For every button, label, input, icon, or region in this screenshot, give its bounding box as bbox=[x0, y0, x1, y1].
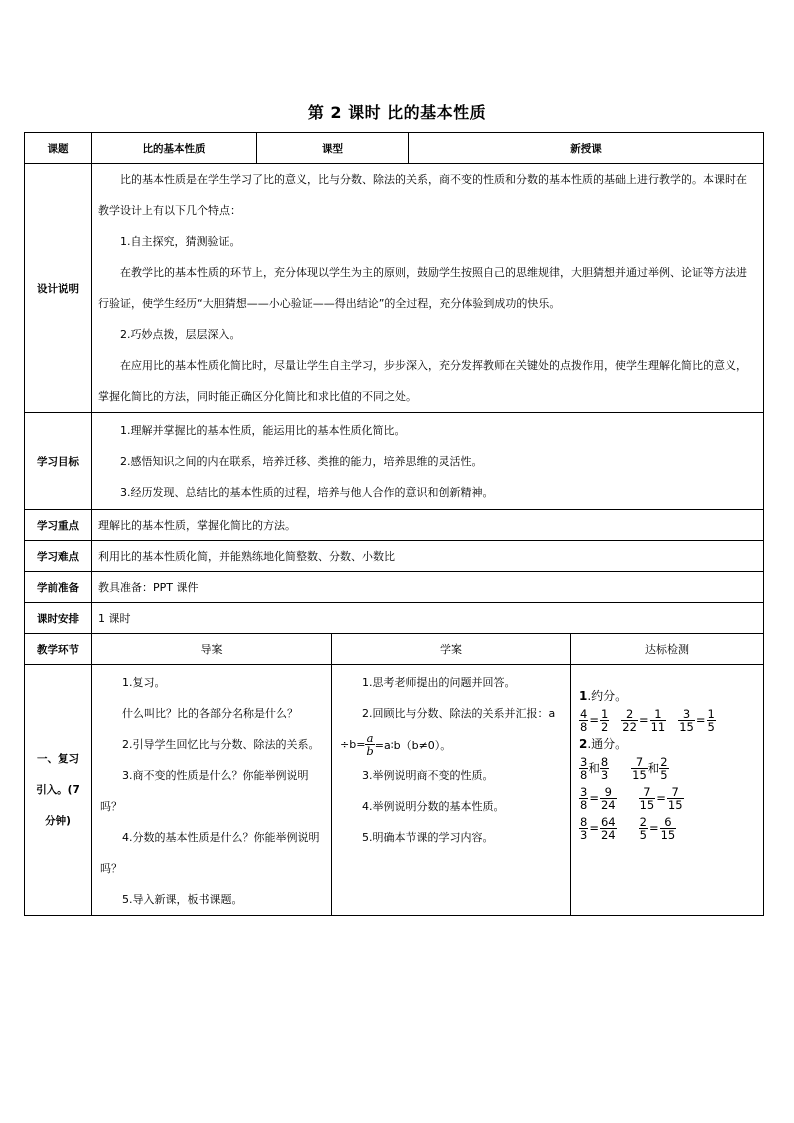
fraction: $\frac{7}{15}$ bbox=[632, 754, 647, 782]
eq-fraction-den: b bbox=[366, 744, 374, 758]
key-row bbox=[25, 510, 764, 541]
goal-item: 2.感悟知识之间的内在联系，培养迁移、类推的能力，培养思维的灵活性。 bbox=[120, 454, 483, 468]
design-content bbox=[92, 164, 764, 413]
fraction: $\frac{8}{3}$ bbox=[580, 814, 588, 842]
label-design: 设计说明 bbox=[25, 164, 92, 413]
guide-item: 5.导入新课，板书课题。 bbox=[122, 893, 243, 906]
fraction: $\frac{2}{5}$ bbox=[639, 814, 647, 842]
result-row: $\frac{3}{8}$ = $\frac{9}{24}$ $\frac{7}{15}$ = $\frac{7}{15}$ bbox=[580, 784, 683, 812]
design-paragraph: 1.自主探究，猜测验证。 bbox=[120, 235, 241, 248]
label-schedule: 课时安排 bbox=[25, 603, 92, 634]
fraction: $\frac{8}{3}$ bbox=[600, 754, 609, 782]
eq-left: ÷b= bbox=[340, 738, 366, 751]
design-paragraph: 2.巧妙点拨，层层深入。 bbox=[120, 328, 241, 341]
goals-row bbox=[25, 413, 764, 510]
prep-row bbox=[25, 572, 764, 603]
and-word: 和 bbox=[647, 761, 660, 775]
fraction: $\frac{3}{8}$ bbox=[580, 784, 588, 812]
stage1-row bbox=[25, 665, 764, 916]
fraction: $\frac{2}{5}$ bbox=[660, 754, 668, 782]
study-item: 3.举例说明商不变的性质。 bbox=[362, 769, 494, 782]
guide-header: 导案 bbox=[92, 634, 332, 665]
fraction: $\frac{7}{15}$ bbox=[667, 784, 683, 812]
guide-item: 1.复习。 bbox=[122, 676, 166, 689]
design-paragraph: 比的基本性质是在学生学习了比的意义，比与分数、除法的关系，商不变的性质和分数的基本性质的基础上进行教学的。本课时在教学设计上有以下几个特点： bbox=[98, 173, 747, 217]
check-q1: 1.约分。 bbox=[579, 689, 628, 703]
label-type: 课型 bbox=[257, 133, 409, 164]
fraction: $\frac{9}{24}$ bbox=[600, 784, 616, 812]
study-equation bbox=[332, 729, 570, 760]
difficulty-row bbox=[25, 541, 764, 572]
topic-value: 比的基本性质 bbox=[92, 133, 257, 164]
eq-fraction bbox=[365, 732, 374, 757]
prep-text: 教具准备：PPT 课件 bbox=[92, 572, 764, 603]
fraction: $\frac{3}{15}$ bbox=[679, 706, 694, 734]
study-header: 学案 bbox=[332, 634, 571, 665]
page-title: 第 2 课时 比的基本性质 bbox=[307, 103, 487, 122]
fraction: $\frac{4}{8}$ bbox=[580, 706, 588, 734]
and-word: 和 bbox=[588, 761, 600, 775]
fraction: $\frac{1}{2}$ bbox=[600, 706, 609, 734]
stage1-study bbox=[332, 665, 571, 916]
header-row bbox=[25, 133, 764, 164]
guide-item: 2.引导学生回忆比与分数、除法的关系。 bbox=[122, 738, 320, 751]
stage1-guide bbox=[92, 665, 332, 916]
section-header-row bbox=[25, 634, 764, 665]
stage1-name bbox=[25, 665, 92, 916]
guide-item: 3.商不变的性质是什么？你能举例说明吗？ bbox=[100, 769, 309, 813]
design-paragraph: 在应用比的基本性质化简比时，尽量让学生自主学习，步步深入，充分发挥教师在关键处的点拨作用，使学生理解化简比的意义，掌握化简比的方法，同时能正确区分化简比和求比值的不同之处。 bbox=[98, 359, 747, 403]
check-q2: 2.通分。 bbox=[579, 737, 628, 751]
label-prep: 学前准备 bbox=[25, 572, 92, 603]
design-paragraph: 在教学比的基本性质的环节上，充分体现以学生为主的原则，鼓励学生按照自己的思维规律，大胆猜想并通过举例、论证等方法进行验证，使学生经历“大胆猜想——小心验证——得出结论”的全过程，充分体验到成功的快乐。 bbox=[98, 266, 747, 310]
fraction: $\frac{3}{8}$ bbox=[580, 754, 588, 782]
result-row: $\frac{8}{3}$ = $\frac{64}{24}$ $\frac{2}{5}$ = $\frac{6}{15}$ bbox=[580, 814, 676, 842]
stage1-check bbox=[571, 665, 764, 916]
key-text: 理解比的基本性质，掌握化简比的方法。 bbox=[92, 510, 764, 541]
pair-row bbox=[571, 753, 763, 783]
stage1-name-line: 分钟) bbox=[45, 814, 71, 827]
difficulty-text: 利用比的基本性质化简，并能熟练地化简整数、分数、小数比 bbox=[92, 541, 764, 572]
label-key: 学习重点 bbox=[25, 510, 92, 541]
study-item: 2.回顾比与分数、除法的关系并汇报：a bbox=[362, 707, 556, 720]
fraction: $\frac{6}{15}$ bbox=[660, 814, 676, 842]
check-header: 达标检测 bbox=[571, 634, 764, 665]
label-goals: 学习目标 bbox=[25, 413, 92, 510]
fraction: $\frac{2}{22}$ bbox=[622, 706, 637, 734]
fraction: $\frac{64}{24}$ bbox=[600, 814, 616, 842]
goals-content bbox=[92, 413, 764, 510]
schedule-row bbox=[25, 603, 764, 634]
goal-item: 1.理解并掌握比的基本性质，能运用比的基本性质化简比。 bbox=[120, 423, 406, 437]
guide-item: 4.分数的基本性质是什么？你能举例说明吗？ bbox=[100, 831, 320, 875]
study-item: 5.明确本节课的学习内容。 bbox=[362, 831, 494, 844]
eq-right: =a∶b（b≠0）。 bbox=[374, 738, 452, 752]
fraction: $\frac{1}{11}$ bbox=[650, 706, 666, 734]
lesson-plan-table bbox=[24, 132, 764, 916]
reduce-row: $\frac{4}{8}$ = $\frac{1}{2}$ $\frac{2}{22}$ = $\frac{1}{11}$ $\frac{3}{15}$ = $\frac{1}{5}$ bbox=[580, 706, 715, 734]
design-row bbox=[25, 164, 764, 413]
guide-item: 什么叫比？比的各部分名称是什么？ bbox=[122, 707, 298, 720]
label-topic: 课题 bbox=[25, 133, 92, 164]
fraction: $\frac{1}{5}$ bbox=[707, 706, 715, 734]
type-value: 新授课 bbox=[409, 133, 764, 164]
eq-fraction-num: a bbox=[366, 731, 374, 745]
label-difficulty: 学习难点 bbox=[25, 541, 92, 572]
stage1-name-line: 一、复习 bbox=[37, 752, 79, 765]
schedule-text: 1 课时 bbox=[92, 603, 764, 634]
stage1-name-line: 引入。(7 bbox=[36, 783, 80, 796]
study-item: 1.思考老师提出的问题并回答。 bbox=[362, 676, 516, 689]
goal-item: 3.经历发现、总结比的基本性质的过程，培养与他人合作的意识和创新精神。 bbox=[120, 485, 494, 499]
label-stage: 教学环节 bbox=[25, 634, 92, 665]
study-item: 4.举例说明分数的基本性质。 bbox=[362, 800, 505, 813]
fraction: $\frac{7}{15}$ bbox=[639, 784, 655, 812]
